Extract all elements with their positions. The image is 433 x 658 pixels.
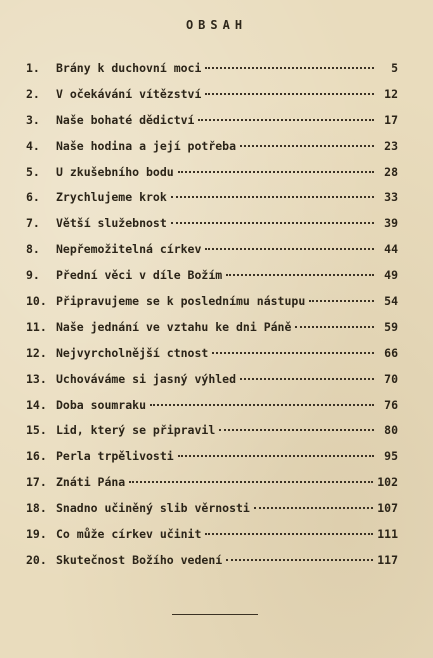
entry-title: Doba soumraku [56,397,147,412]
dot-leader [171,196,374,198]
table-of-contents [26,61,398,579]
dot-leader [212,352,374,354]
entry-title: Znáti Pána [56,475,126,490]
entry-number: 18. [26,501,47,516]
toc-entry [26,294,398,320]
dot-leader [219,429,374,431]
entry-number: 16. [26,449,47,464]
entry-page-number: 12 [384,86,398,101]
toc-entry [26,527,398,553]
entry-title: Zrychlujeme krok [56,190,167,205]
dot-leader [178,455,374,457]
entry-page-number: 59 [384,319,398,334]
entry-number: 7. [26,216,40,231]
toc-entry [26,475,398,501]
entry-number: 11. [26,319,47,334]
entry-title: Nejvyrcholnější ctnost [56,345,209,360]
entry-number: 14. [26,397,47,412]
contents-heading: OBSAH [185,18,248,32]
toc-entry [26,87,398,113]
entry-number: 6. [26,190,40,205]
entry-page-number: 23 [384,138,398,153]
dot-leader [226,274,374,276]
dot-leader [178,171,374,173]
entry-number: 17. [26,475,47,490]
toc-entry [26,501,398,527]
entry-number: 19. [26,527,47,542]
dot-leader [150,404,374,406]
entry-number: 8. [26,242,40,257]
entry-number: 9. [26,268,40,283]
entry-title: Lid, který se připravil [56,423,216,438]
toc-entry [26,242,398,268]
entry-title: Větší služebnost [56,216,167,231]
entry-title: Uchováváme si jasný výhled [56,371,237,386]
entry-page-number: 17 [384,112,398,127]
entry-page-number: 66 [384,345,398,360]
toc-entry [26,216,398,242]
entry-title: V očekávání vítězství [56,86,202,101]
entry-title: Co může církev učinit [56,527,202,542]
entry-number: 4. [26,138,40,153]
entry-number: 1. [26,61,40,75]
entry-page-number: 5 [391,61,398,75]
entry-title: Snadno učiněný slib věrnosti [56,501,250,516]
entry-page-number: 111 [377,527,398,542]
entry-number: 13. [26,371,47,386]
entry-page-number: 102 [377,475,398,490]
dot-leader [295,326,374,328]
entry-title: Brány k duchovní moci [56,61,202,75]
dot-leader [205,533,373,535]
closing-rule [172,614,258,615]
entry-page-number: 70 [384,371,398,386]
entry-number: 3. [26,112,40,127]
entry-page-number: 95 [384,449,398,464]
toc-entry [26,268,398,294]
dot-leader [240,145,374,147]
dot-leader [240,378,374,380]
entry-page-number: 33 [384,190,398,205]
toc-entry [26,190,398,216]
toc-entry [26,553,398,579]
entry-page-number: 80 [384,423,398,438]
entry-title: Přední věci v díle Božím [56,268,223,283]
entry-page-number: 28 [384,164,398,179]
toc-entry [26,139,398,165]
dot-leader [205,67,374,69]
toc-entry [26,372,398,398]
entry-page-number: 39 [384,216,398,231]
toc-entry [26,165,398,191]
entry-page-number: 76 [384,397,398,412]
entry-title: Perla trpělivosti [56,449,174,464]
dot-leader [205,93,374,95]
entry-number: 15. [26,423,47,438]
toc-entry [26,346,398,372]
entry-page-number: 117 [377,552,398,567]
dot-leader [309,300,374,302]
entry-title: Nepřemožitelná církev [56,242,202,257]
dot-leader [129,481,373,483]
dot-leader [205,248,374,250]
entry-number: 10. [26,294,47,309]
toc-entry [26,449,398,475]
dot-leader [226,559,373,561]
entry-page-number: 44 [384,242,398,257]
dot-leader [254,507,373,509]
toc-entry [26,398,398,424]
entry-number: 5. [26,164,40,179]
entry-number: 20. [26,552,47,567]
entry-title: U zkušebního bodu [56,164,174,179]
dot-leader [171,222,374,224]
toc-entry [26,113,398,139]
entry-number: 12. [26,345,47,360]
entry-title: Připravujeme se k poslednímu nástupu [56,294,306,309]
entry-page-number: 107 [377,501,398,516]
entry-page-number: 54 [384,294,398,309]
toc-entry [26,61,398,87]
entry-title: Naše jednání ve vztahu ke dni Páně [56,319,292,334]
toc-entry [26,423,398,449]
toc-entry [26,320,398,346]
entry-page-number: 49 [384,268,398,283]
entry-title: Naše bohaté dědictví [56,112,195,127]
dot-leader [198,119,374,121]
entry-number: 2. [26,86,40,101]
entry-title: Naše hodina a její potřeba [56,138,237,153]
entry-title: Skutečnost Božího vedení [56,552,223,567]
